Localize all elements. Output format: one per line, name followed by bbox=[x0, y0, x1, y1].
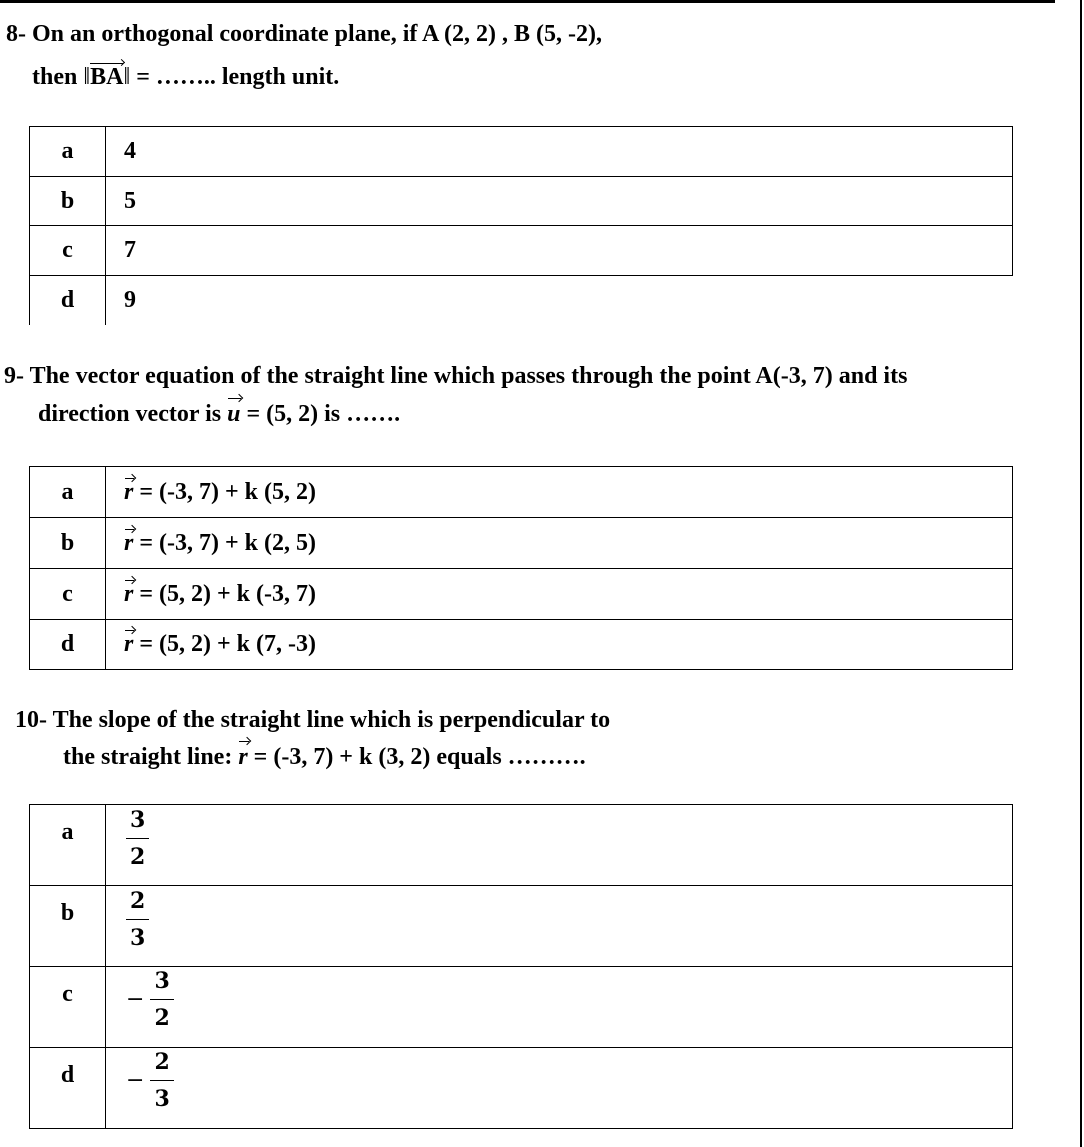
option-row[interactable] bbox=[30, 226, 1013, 276]
option-letter: a bbox=[30, 805, 106, 886]
question-10-text: The slope of the straight line which is perpendicular to bbox=[52, 707, 611, 733]
option-expression: = (5, 2) + k (7, -3) bbox=[133, 631, 317, 657]
option-value bbox=[106, 620, 1013, 670]
option-value bbox=[106, 805, 1013, 886]
option-value: 4 bbox=[106, 127, 1013, 177]
option-value bbox=[106, 886, 1013, 967]
fraction bbox=[126, 969, 174, 1030]
option-row[interactable] bbox=[30, 620, 1013, 670]
question-8-line-1 bbox=[6, 19, 602, 49]
question-8-text: On an orthogonal coordinate plane, if A (2, 2) , B (5, -2), bbox=[32, 21, 603, 47]
option-value bbox=[106, 569, 1013, 620]
fraction-numerator: 2 bbox=[126, 889, 149, 920]
option-letter: d bbox=[30, 620, 106, 670]
option-value: 5 bbox=[106, 177, 1013, 226]
vector-r: r bbox=[124, 631, 134, 657]
option-value: 7 bbox=[106, 226, 1013, 276]
top-border-line bbox=[0, 0, 1055, 3]
right-border-line bbox=[1080, 0, 1082, 1147]
fraction bbox=[126, 808, 149, 869]
fraction-numerator: 3 bbox=[150, 969, 173, 1000]
question-9-text-suffix: = (5, 2) is ……. bbox=[240, 401, 401, 427]
fraction-denominator: 2 bbox=[154, 1005, 170, 1031]
question-8-text-prefix: then bbox=[32, 64, 84, 90]
fraction bbox=[126, 889, 149, 950]
option-letter: c bbox=[30, 967, 106, 1048]
minus-sign: − bbox=[126, 1068, 145, 1093]
option-row[interactable] bbox=[30, 127, 1013, 177]
question-9-number: 9- bbox=[4, 363, 24, 389]
fraction-numerator: 3 bbox=[126, 808, 149, 839]
question-8-number: 8- bbox=[6, 21, 26, 47]
question-10-options-table bbox=[29, 804, 1013, 1129]
fraction-denominator: 3 bbox=[154, 1086, 170, 1112]
option-letter: d bbox=[30, 276, 106, 325]
option-row[interactable] bbox=[30, 886, 1013, 967]
vector-ba: BA bbox=[90, 64, 124, 90]
question-10-text-prefix: the straight line: bbox=[63, 744, 239, 770]
option-row[interactable] bbox=[30, 1048, 1013, 1129]
vector-r: r bbox=[124, 529, 134, 556]
option-row[interactable] bbox=[30, 276, 1013, 325]
fraction-denominator: 3 bbox=[130, 925, 146, 951]
vector-r: r bbox=[124, 580, 134, 607]
norm-ba: ‖BA‖ bbox=[83, 64, 131, 90]
fraction-numerator: 2 bbox=[150, 1050, 173, 1081]
option-expression: = (-3, 7) + k (5, 2) bbox=[133, 478, 317, 505]
question-9-text-prefix: direction vector is bbox=[38, 401, 228, 427]
option-letter: a bbox=[30, 127, 106, 177]
option-expression: = (5, 2) + k (-3, 7) bbox=[133, 580, 317, 607]
option-value bbox=[106, 1048, 1013, 1129]
question-9-line-1 bbox=[4, 361, 907, 391]
question-9-text: The vector equation of the straight line which passes through the point A(-3, 7) and its bbox=[29, 363, 908, 389]
option-row[interactable] bbox=[30, 805, 1013, 886]
question-10-line-1 bbox=[15, 705, 610, 735]
option-row[interactable] bbox=[30, 467, 1013, 518]
question-10-line-2 bbox=[63, 742, 586, 772]
question-9-options-table bbox=[29, 466, 1013, 670]
option-row[interactable] bbox=[30, 967, 1013, 1048]
question-10-text-suffix: = (-3, 7) + k (3, 2) equals ………. bbox=[247, 744, 586, 770]
option-letter: b bbox=[30, 518, 106, 569]
fraction-denominator: 2 bbox=[130, 844, 146, 870]
question-8-text-suffix: = …….. length unit. bbox=[130, 64, 340, 90]
option-row[interactable] bbox=[30, 518, 1013, 569]
question-8-line-2 bbox=[32, 62, 339, 92]
option-letter: a bbox=[30, 467, 106, 518]
fraction bbox=[126, 1050, 174, 1111]
option-letter: c bbox=[30, 226, 106, 276]
option-letter: b bbox=[30, 886, 106, 967]
option-letter: b bbox=[30, 177, 106, 226]
option-letter: d bbox=[30, 1048, 106, 1129]
vector-r: r bbox=[238, 744, 248, 770]
option-value bbox=[106, 467, 1013, 518]
option-value bbox=[106, 518, 1013, 569]
minus-sign: − bbox=[126, 987, 145, 1012]
vector-u: u bbox=[227, 401, 241, 427]
question-8-options-table bbox=[29, 126, 1013, 325]
option-row[interactable] bbox=[30, 569, 1013, 620]
option-row[interactable] bbox=[30, 177, 1013, 226]
option-expression: = (-3, 7) + k (2, 5) bbox=[133, 529, 317, 556]
option-value bbox=[106, 967, 1013, 1048]
vector-r: r bbox=[124, 478, 134, 505]
question-10-number: 10- bbox=[15, 707, 47, 733]
question-9-line-2 bbox=[38, 399, 400, 429]
option-value: 9 bbox=[106, 276, 1013, 325]
option-letter: c bbox=[30, 569, 106, 620]
